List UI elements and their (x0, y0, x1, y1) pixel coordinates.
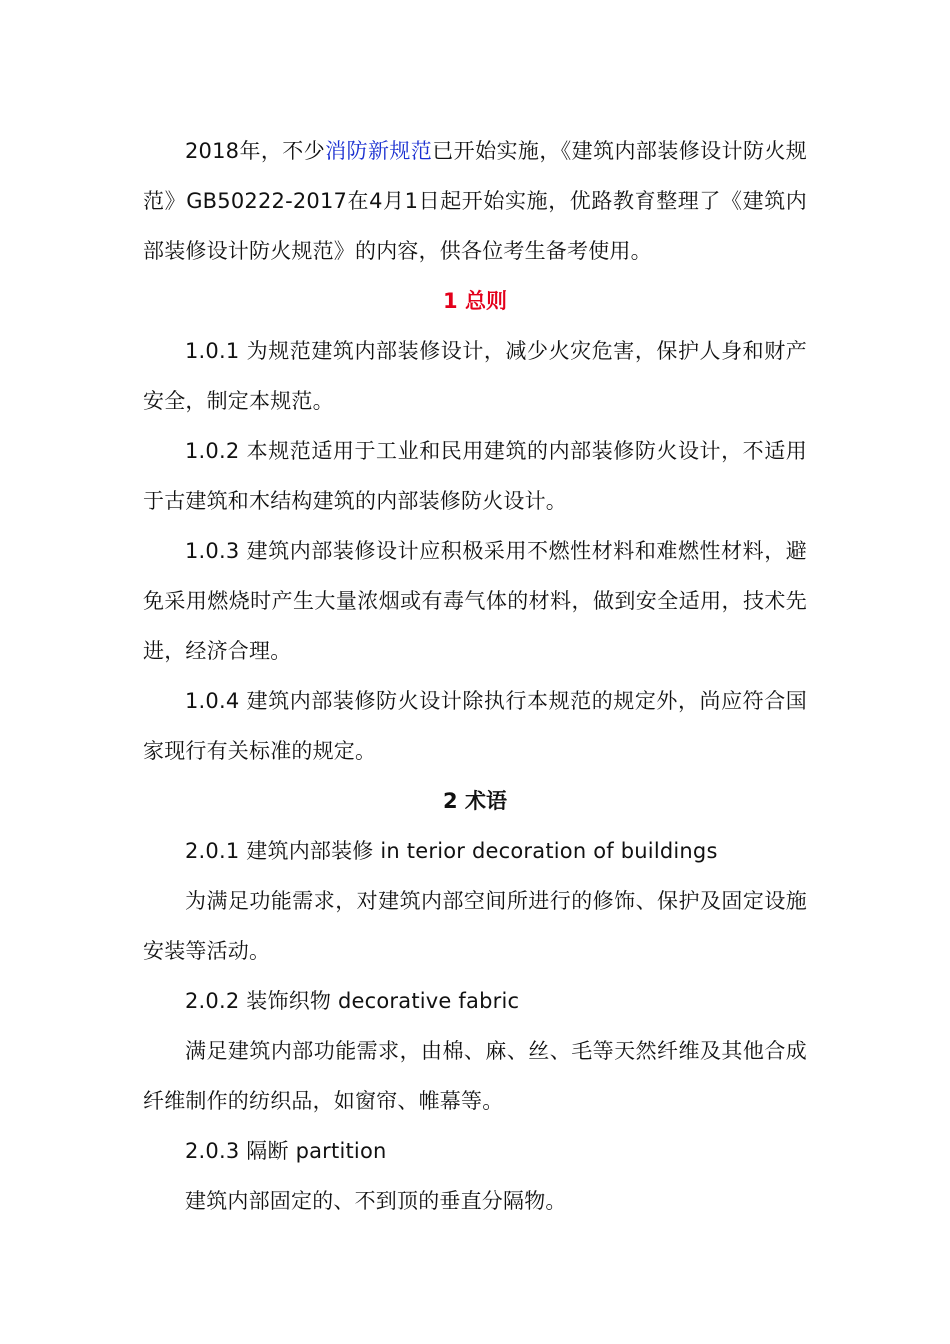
clause-1-0-2: 1.0.2 本规范适用于工业和民用建筑的内部装修防火设计，不适用于古建筑和木结构建筑的内部装修防火设计。 (143, 439, 807, 513)
term-2-0-3: 2.0.3 隔断 partition (185, 1139, 387, 1163)
fire-code-link[interactable]: 消防新规范 (325, 139, 433, 163)
clause-1-0-3: 1.0.3 建筑内部装修设计应积极采用不燃性材料和难燃性材料，避免采用燃烧时产生大量浓烟或有毒气体的材料，做到安全适用，技术先进，经济合理。 (143, 539, 807, 663)
document-page (143, 126, 807, 1226)
intro-text-1: 2018年，不少 (185, 139, 326, 163)
section-2-heading: 2 术语 (443, 789, 507, 813)
clause-1-0-1: 1.0.1 为规范建筑内部装修设计，减少火灾危害，保护人身和财产安全，制定本规范。 (143, 339, 807, 413)
intro-text-2: 已开始实施，《建筑内部装修设计防火规范》GB50222-2017在4月1日起开始实施，优路教育整理了《建筑内部装修设计防火规范》的内容，供各位考生备考使用。 (143, 139, 808, 263)
clause-1-0-4: 1.0.4 建筑内部装修防火设计除执行本规范的规定外，尚应符合国家现行有关标准的规定。 (143, 689, 807, 763)
term-2-0-1: 2.0.1 建筑内部装修 in terior decoration of buildings (185, 839, 718, 863)
definition-2-0-1: 为满足功能需求，对建筑内部空间所进行的修饰、保护及固定设施安装等活动。 (143, 889, 807, 963)
term-2-0-2: 2.0.2 装饰织物 decorative fabric (185, 989, 520, 1013)
definition-2-0-2: 满足建筑内部功能需求，由棉、麻、丝、毛等天然纤维及其他合成纤维制作的纺织品，如窗帘、帷幕等。 (143, 1039, 807, 1113)
intro-paragraph (143, 126, 807, 276)
definition-2-0-3: 建筑内部固定的、不到顶的垂直分隔物。 (185, 1189, 567, 1213)
section-1-heading: 1 总则 (443, 289, 507, 313)
